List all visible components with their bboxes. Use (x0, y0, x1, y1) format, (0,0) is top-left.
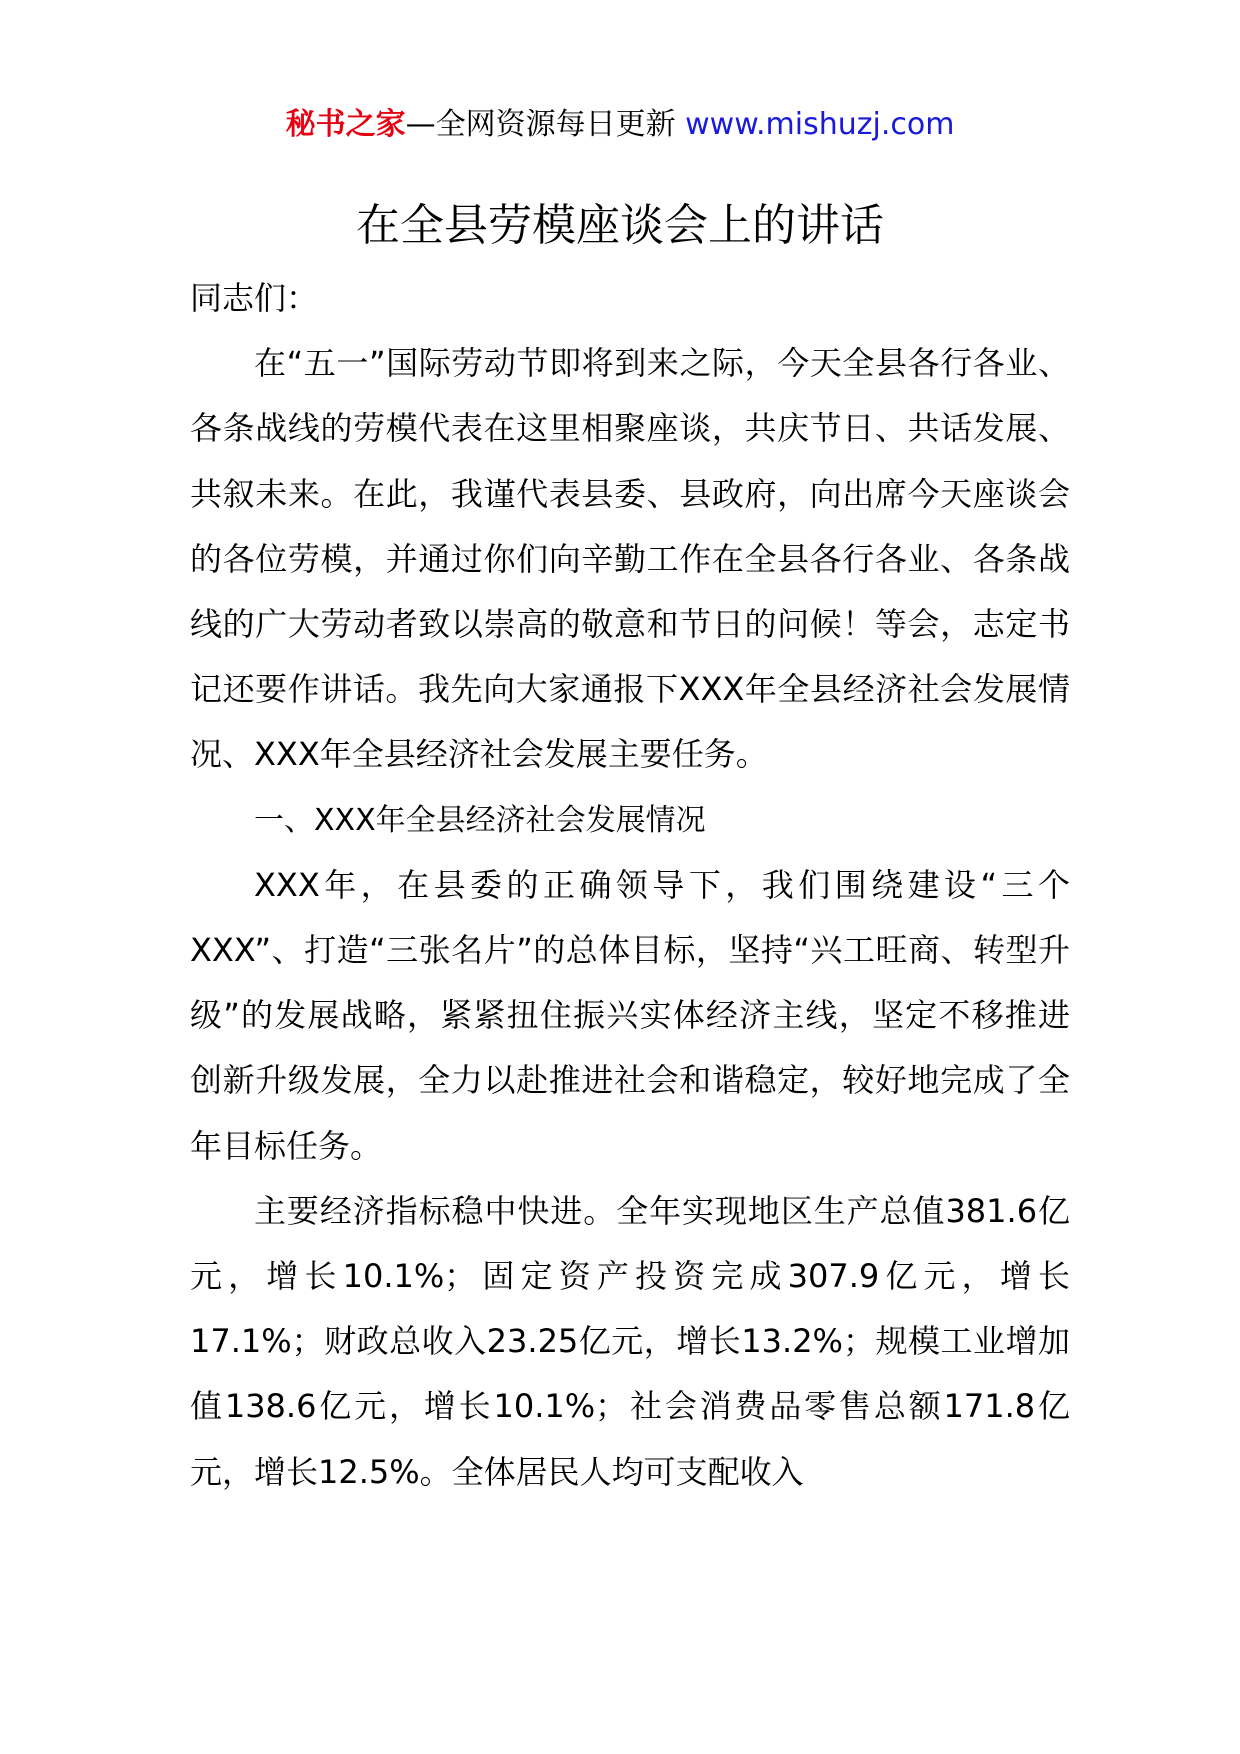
paragraph-overview: XXX年，在县委的正确领导下，我们围绕建设“三个XXX”、打造“三张名片”的总体目标，坚持“兴工旺商、转型升级”的发展战略，紧紧扭住振兴实体经济主线，坚定不移推进创新升级发展，全力以赴推进社会和谐稳定，较好地完成了全年目标任务。 (190, 865, 1070, 1165)
paragraph-indicators: 主要经济指标稳中快进。全年实现地区生产总值381.6亿元，增长10.1%；固定资产投资完成307.9亿元，增长17.1%；财政总收入23.25亿元，增长13.2%；规模工业增加值138.6亿元，增长10.1%；社会消费品零售总额171.8亿元，增长12.5%。全体居民人均可支配收入 (190, 1191, 1070, 1491)
brand-name: 秘书之家 (285, 107, 406, 142)
section-heading: 一、XXX年全县经济社会发展情况 (254, 802, 706, 838)
document-title: 在全县劳模座谈会上的讲话 (356, 200, 884, 251)
document-body (190, 266, 1070, 1505)
site-header (0, 100, 1240, 150)
salutation: 同志们： (190, 279, 319, 317)
paragraph-intro: 在“五一”国际劳动节即将到来之际，今天全县各行各业、各条战线的劳模代表在这里相聚座谈，共庆节日、共话发展、共叙未来。在此，我谨代表县委、县政府，向出席今天座谈会的各位劳模，并通过你们向辛勤工作在全县各行各业、各条战线的广大劳动者致以崇高的敬意和节日的问候！等会，志定书记还要作讲话。我先向大家通报下XXX年全县经济社会发展情况、XXX年全县经济社会发展主要任务。 (190, 344, 1070, 774)
header-slogan: —全网资源每日更新 (405, 107, 676, 142)
site-url-link[interactable]: www.mishuzj.com (685, 107, 955, 142)
